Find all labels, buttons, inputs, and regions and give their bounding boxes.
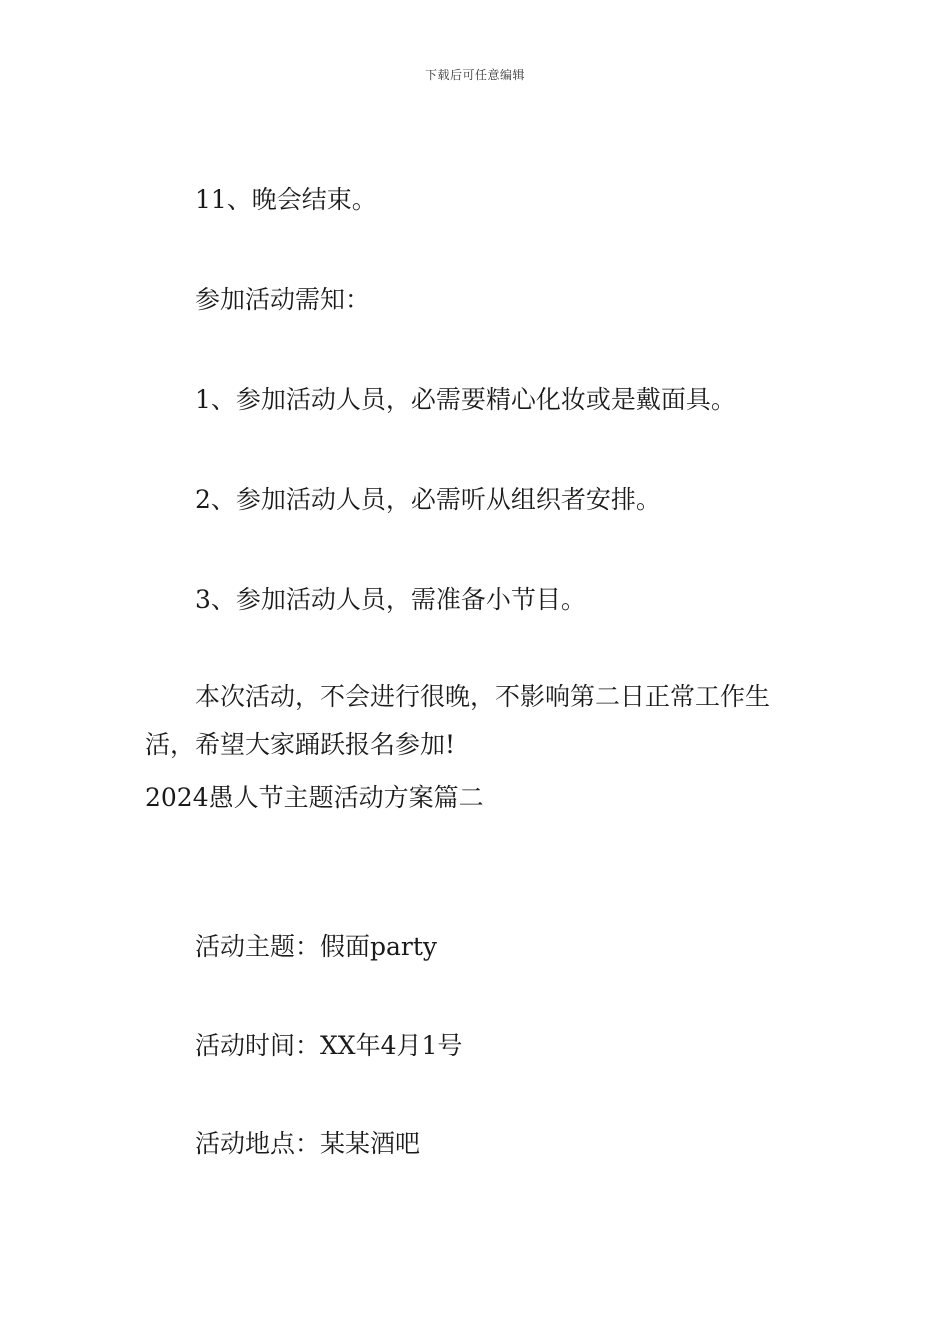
list-item-ending: 11、晚会结束。 — [195, 185, 377, 214]
closing-paragraph: 本次活动，不会进行很晚，不影响第二日正常工作生活，希望大家踊跃报名参加! — [145, 682, 771, 759]
section-title: 2024愚人节主题活动方案篇二 — [145, 783, 484, 812]
notice-heading: 参加活动需知： — [195, 285, 371, 314]
notice-item-1: 1、参加活动人员，必需要精心化妆或是戴面具。 — [195, 385, 736, 414]
activity-location: 活动地点：某某酒吧 — [195, 1129, 421, 1158]
activity-time: 活动时间：XX年4月1号 — [195, 1031, 463, 1060]
notice-item-2: 2、参加活动人员，必需听从组织者安排。 — [195, 485, 661, 514]
activity-theme: 活动主题：假面party — [195, 932, 438, 961]
notice-item-3: 3、参加活动人员，需准备小节目。 — [195, 585, 586, 614]
page-header-note: 下载后可任意编辑 — [424, 68, 525, 82]
